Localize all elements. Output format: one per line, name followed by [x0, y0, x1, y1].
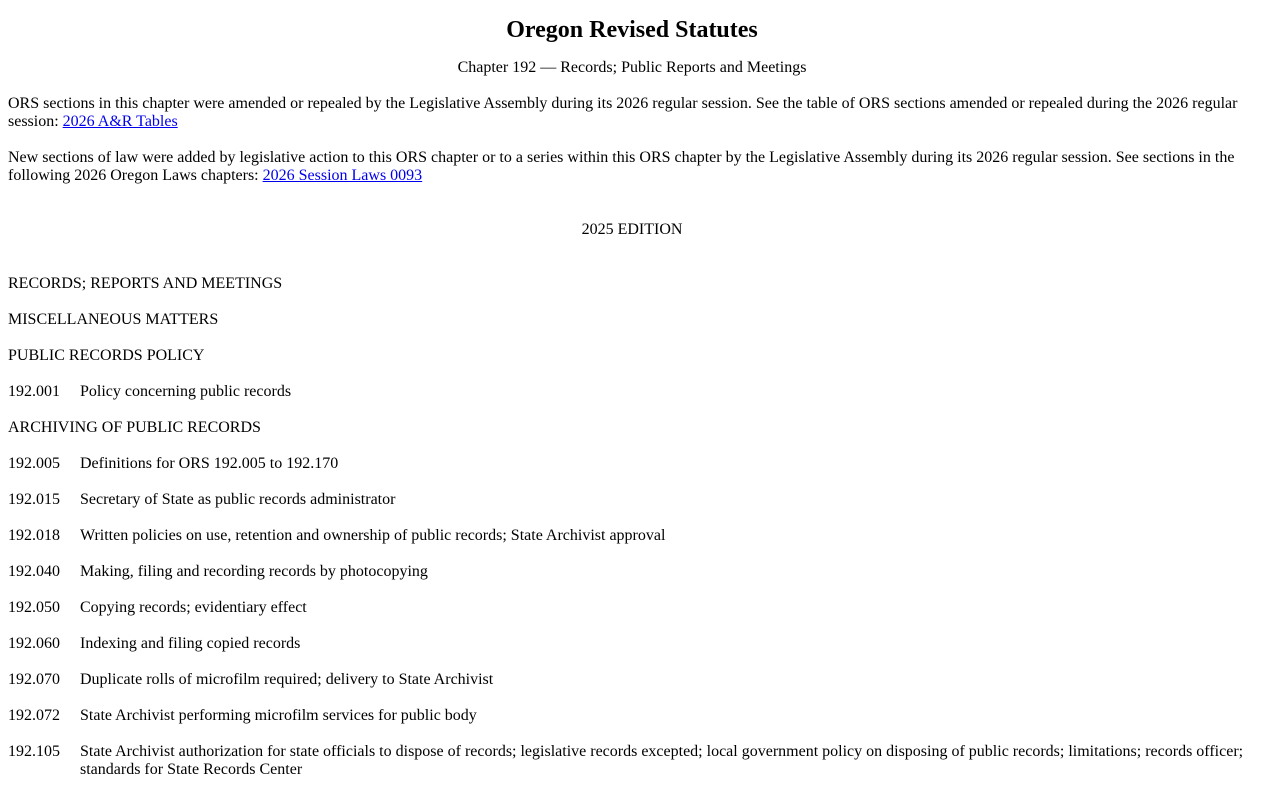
section-entry[interactable] — [8, 563, 1256, 581]
new-sections-notice-text: New sections of law were added by legislative action to this ORS chapter or to a series within this ORS chapter by the Legislative Assembly during its 2026 regular session. See sections in the following 2026 Oregon Laws chapters: — [8, 149, 1235, 184]
section-entry[interactable] — [8, 455, 1256, 473]
section-entry[interactable] — [8, 635, 1256, 653]
section-entry[interactable] — [8, 527, 1256, 545]
section-caption: State Archivist performing microfilm services for public body — [80, 707, 477, 724]
section-number: 192.001 — [8, 383, 60, 400]
section-caption: Written policies on use, retention and ownership of public records; State Archivist approval — [80, 527, 666, 544]
amended-notice-text: ORS sections in this chapter were amended or repealed by the Legislative Assembly during its 2026 regular session. See the table of ORS sections amended or repealed during the 2026 regular session: — [8, 95, 1238, 130]
section-entry[interactable] — [8, 599, 1256, 617]
section-entry[interactable] — [8, 707, 1256, 725]
section-entry[interactable] — [8, 743, 1256, 779]
heading-public-records-policy: PUBLIC RECORDS POLICY — [8, 347, 205, 364]
section-caption: State Archivist authorization for state officials to dispose of records; legislative records excepted; local government policy on disposing of public records; limitations; records officer; standards for State Records Center — [80, 743, 1244, 778]
section-number: 192.040 — [8, 563, 60, 580]
section-entry[interactable] — [8, 491, 1256, 509]
section-number: 192.015 — [8, 491, 60, 508]
section-entry[interactable] — [8, 383, 1256, 401]
section-number: 192.060 — [8, 635, 60, 652]
document-title: Oregon Revised Statutes — [506, 17, 758, 43]
section-number: 192.072 — [8, 707, 60, 724]
heading-archiving-public-records: ARCHIVING OF PUBLIC RECORDS — [8, 419, 261, 436]
section-caption: Duplicate rolls of microfilm required; delivery to State Archivist — [80, 671, 494, 688]
edition-label: 2025 EDITION — [581, 221, 683, 238]
section-number: 192.105 — [8, 743, 60, 760]
section-number: 192.018 — [8, 527, 60, 544]
section-caption: Making, filing and recording records by photocopying — [80, 563, 428, 580]
section-number: 192.050 — [8, 599, 60, 616]
heading-miscellaneous-matters: MISCELLANEOUS MATTERS — [8, 311, 219, 328]
section-caption: Secretary of State as public records administrator — [80, 491, 396, 508]
section-caption: Policy concerning public records — [80, 383, 292, 400]
heading-records-reports-meetings: RECORDS; REPORTS AND MEETINGS — [8, 275, 283, 292]
section-caption: Copying records; evidentiary effect — [80, 599, 307, 616]
chapter-subtitle: Chapter 192 — Records; Public Reports and Meetings — [457, 59, 807, 76]
ar-tables-link[interactable]: 2026 A&R Tables — [62, 113, 178, 130]
section-caption: Definitions for ORS 192.005 to 192.170 — [80, 455, 339, 472]
section-number: 192.005 — [8, 455, 60, 472]
session-laws-link[interactable]: 2026 Session Laws 0093 — [262, 167, 423, 184]
section-number: 192.070 — [8, 671, 60, 688]
section-entry[interactable] — [8, 671, 1256, 689]
section-caption: Indexing and filing copied records — [80, 635, 301, 652]
new-sections-notice — [8, 149, 1256, 185]
amended-notice — [8, 95, 1256, 131]
